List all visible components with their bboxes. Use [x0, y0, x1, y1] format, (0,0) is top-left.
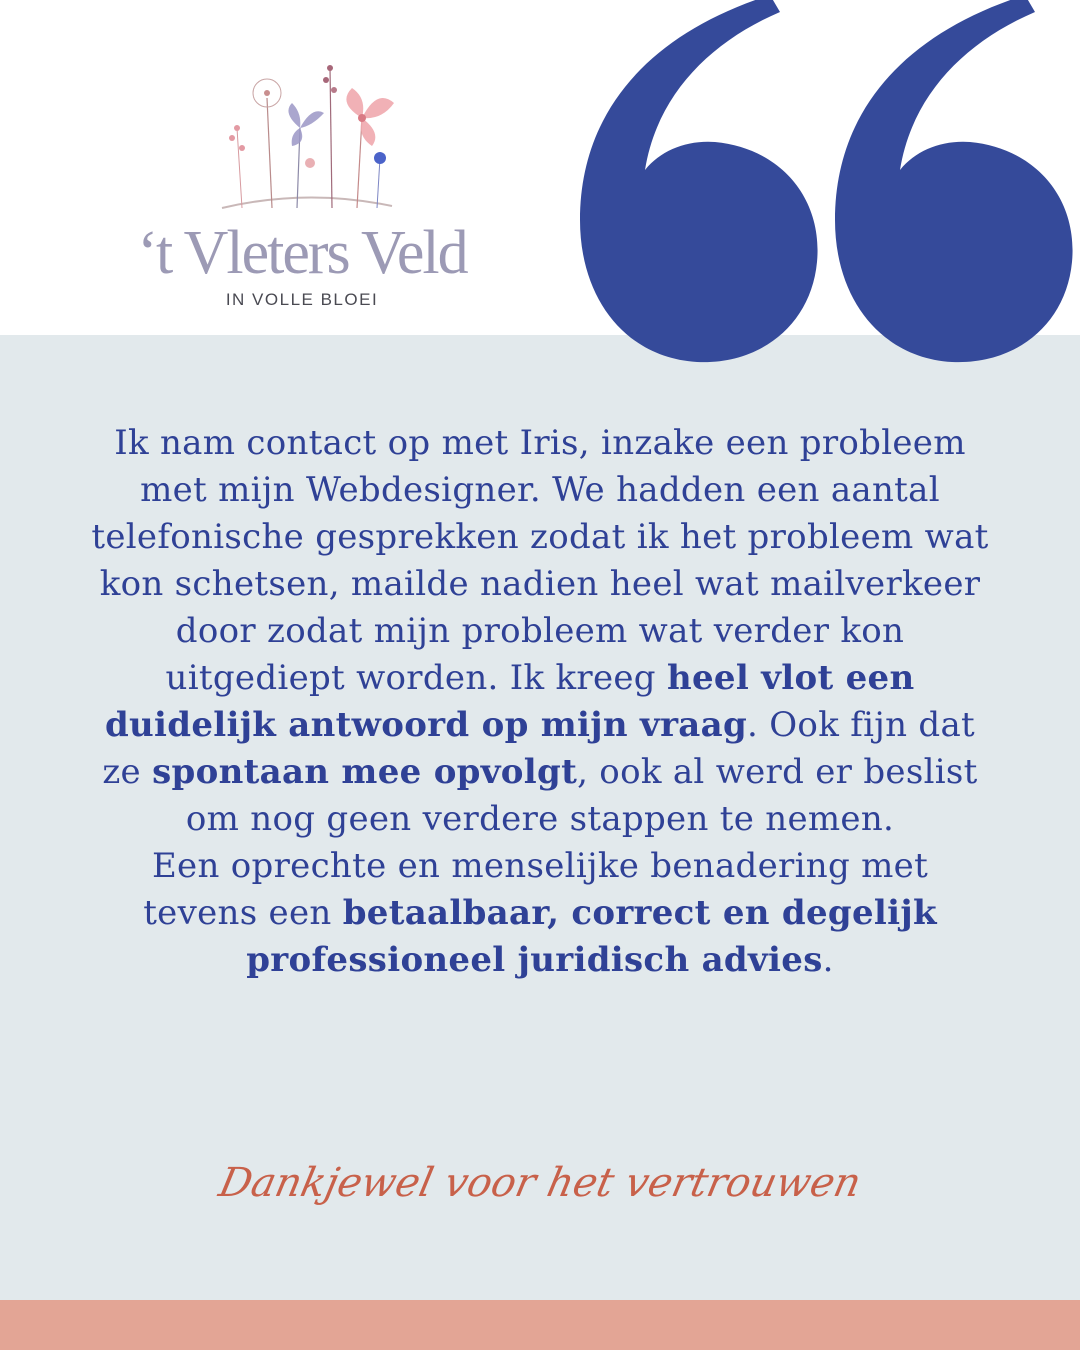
quote-marks-icon — [575, 0, 1080, 370]
highlight-advice: betaalbaar, correct en degelijk professioneel juridisch advies — [246, 893, 937, 980]
bottom-color-band — [0, 1300, 1080, 1350]
thank-you-signature: Dankjewel voor het vertrouwen — [214, 1160, 866, 1206]
testimonial-paragraph-2: Een oprechte en menselijke benadering met tevens een betaalbaar, correct en degelijk professioneel juridisch advies. — [143, 846, 937, 980]
brand-name: ‘t Vleters Veld — [137, 219, 467, 287]
highlight-quick-answer: heel vlot een duidelijk antwoord op mijn vraag — [104, 658, 915, 745]
testimonial-paragraph-1: Ik nam contact op met Iris, inzake een probleem met mijn Webdesigner. We hadden een aantal telefonische gesprekken zodat ik het probleem wat kon schetsen, mailde nadien heel wat mailverkeer door zodat mijn probleem wat verder kon uitgediept worden. Ik kreeg heel vlot een duidelijk antwoord op mijn vraag. Ook fijn dat ze spontaan mee opvolgt, ook al werd er beslist om nog geen verdere stappen te nemen. — [91, 423, 989, 839]
brand-logo — [112, 58, 492, 318]
wildflower-illustration-icon — [212, 58, 402, 218]
testimonial-text — [90, 420, 990, 984]
highlight-follow-up: spontaan mee opvolgt — [152, 752, 578, 792]
brand-tagline: IN VOLLE BLOEI — [225, 290, 379, 309]
